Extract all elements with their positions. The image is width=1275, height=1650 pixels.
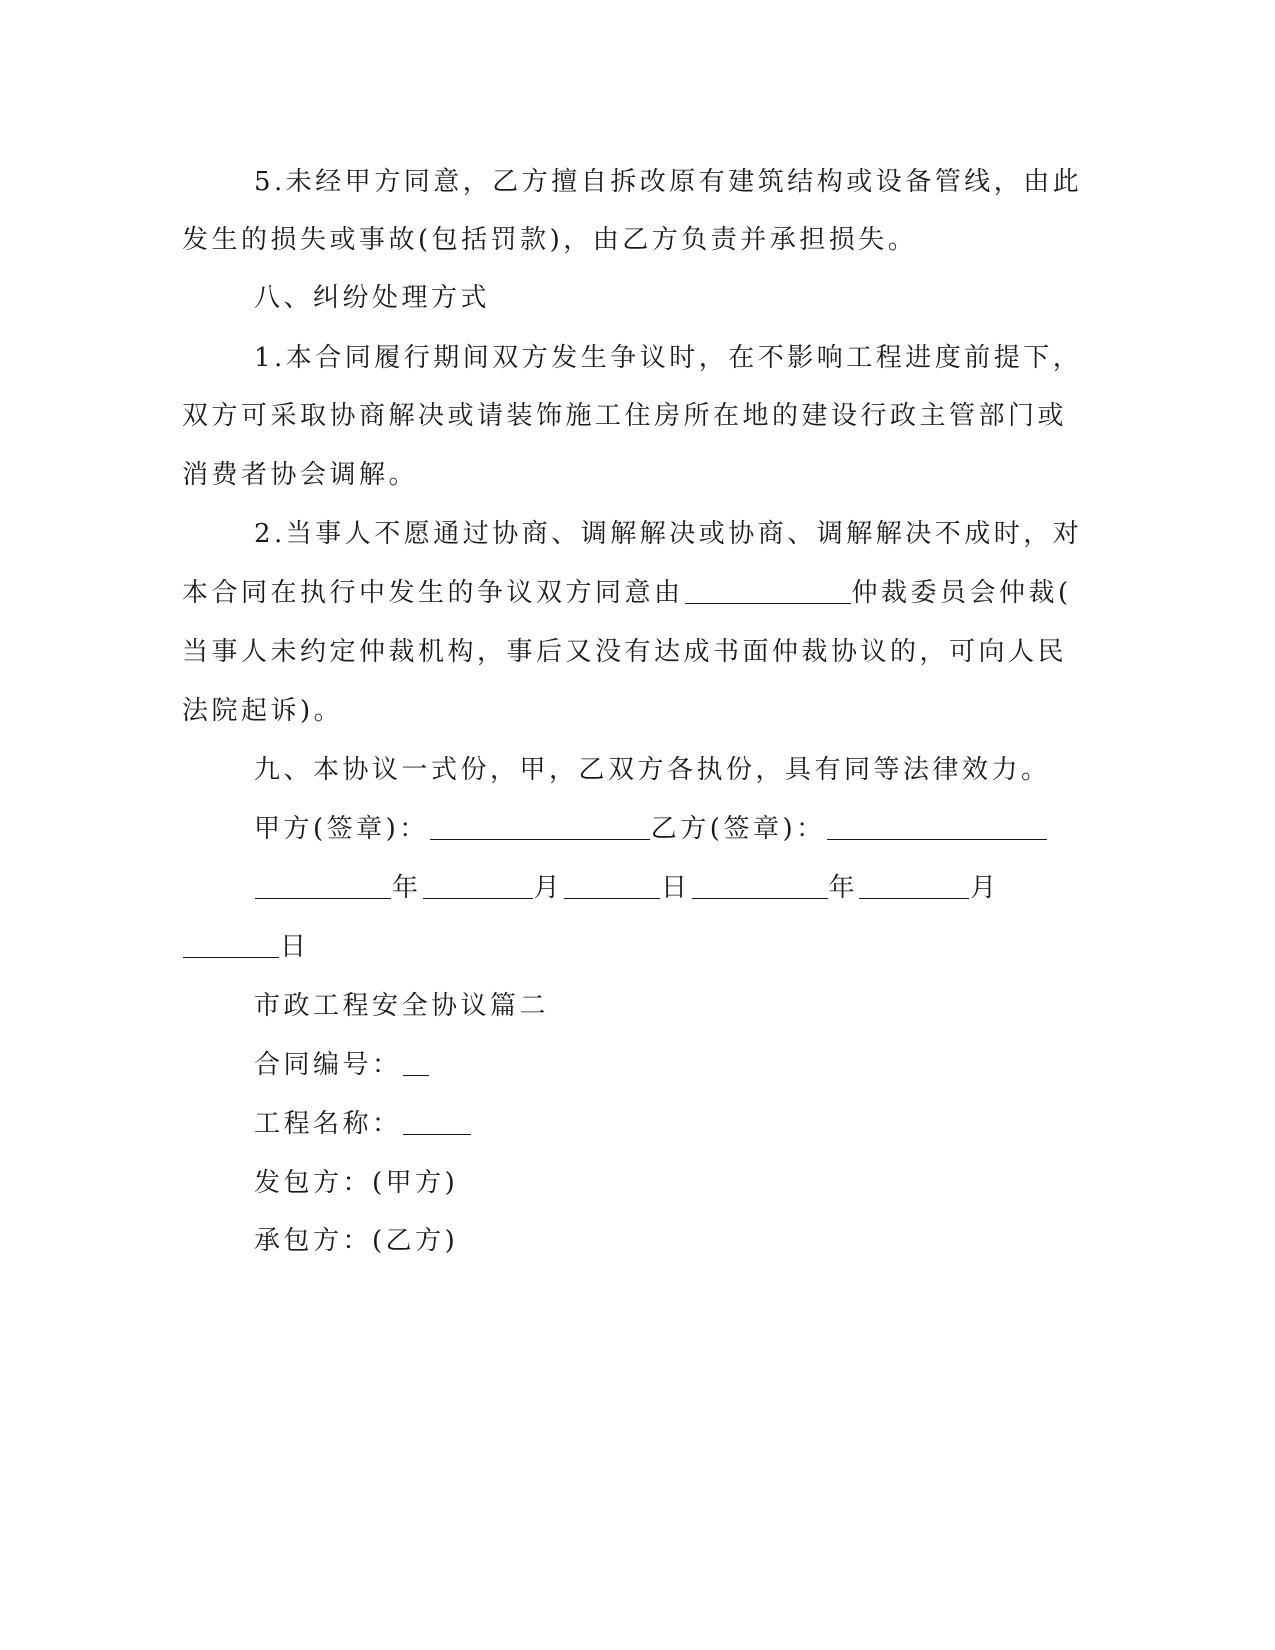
paragraph-line: 2.当事人不愿通过协商、调解解决或协商、调解解决不成时，对: [254, 519, 1083, 549]
year-label: 年: [392, 873, 422, 903]
paragraph-line: 九、本协议一式份，甲，乙双方各执份，具有同等法律效力。: [254, 755, 1051, 785]
employer-line: 发包方：(甲方): [254, 1168, 459, 1198]
section-heading: 八、纠纷处理方式: [254, 283, 491, 313]
project-name-line: [254, 1104, 1044, 1144]
month-blank[interactable]: [423, 872, 533, 899]
paragraph-line: 双方可采取协商解决或请装饰施工住房所在地的建设行政主管部门或: [182, 401, 1068, 431]
project-name-label: 工程名称：: [254, 1109, 402, 1139]
paragraph-text: 本合同在执行中发生的争议双方同意由: [182, 578, 684, 608]
year-label: 年: [828, 873, 859, 903]
day-label: 日: [280, 932, 310, 962]
paragraph-line: 消费者协会调解。: [182, 460, 419, 490]
day-blank[interactable]: [183, 931, 279, 958]
day-blank[interactable]: [564, 872, 660, 899]
month-label: 月: [970, 873, 1000, 903]
date-line: [182, 927, 1042, 967]
party-a-signature-label: 甲方(签章)：: [254, 814, 429, 844]
party-b-signature-label: 乙方(签章)：: [650, 814, 826, 844]
month-label: 月: [533, 873, 564, 903]
contractor-line: 承包方：(乙方): [254, 1226, 459, 1256]
paragraph-line: 5.未经甲方同意，乙方擅自拆改原有建筑结构或设备管线，由此: [254, 167, 1083, 197]
project-name-blank[interactable]: [403, 1108, 471, 1135]
date-line: [254, 868, 1044, 908]
paragraph-line: [182, 573, 1072, 613]
party-b-signature-blank[interactable]: [827, 813, 1047, 840]
contract-number-line: [254, 1045, 1044, 1085]
year-blank[interactable]: [255, 872, 391, 899]
party-a-signature-blank[interactable]: [430, 813, 650, 840]
contract-number-label: 合同编号：: [254, 1050, 402, 1080]
signature-line: [254, 809, 1044, 849]
month-blank[interactable]: [859, 872, 969, 899]
paragraph-line: 法院起诉)。: [182, 696, 344, 726]
arbitration-blank[interactable]: [685, 577, 851, 604]
paragraph-text: 仲裁委员会仲裁(: [851, 578, 1072, 608]
paragraph-line: 1.本合同履行期间双方发生争议时，在不影响工程进度前提下，: [254, 343, 1083, 373]
day-label: 日: [661, 873, 691, 903]
section-title: 市政工程安全协议篇二: [254, 991, 550, 1021]
paragraph-line: 发生的损失或事故(包括罚款)，由乙方负责并承担损失。: [182, 225, 918, 255]
contract-number-blank[interactable]: [403, 1049, 429, 1076]
year-blank[interactable]: [692, 872, 828, 899]
paragraph-line: 当事人未约定仲裁机构，事后又没有达成书面仲裁协议的，可向人民: [182, 637, 1068, 667]
